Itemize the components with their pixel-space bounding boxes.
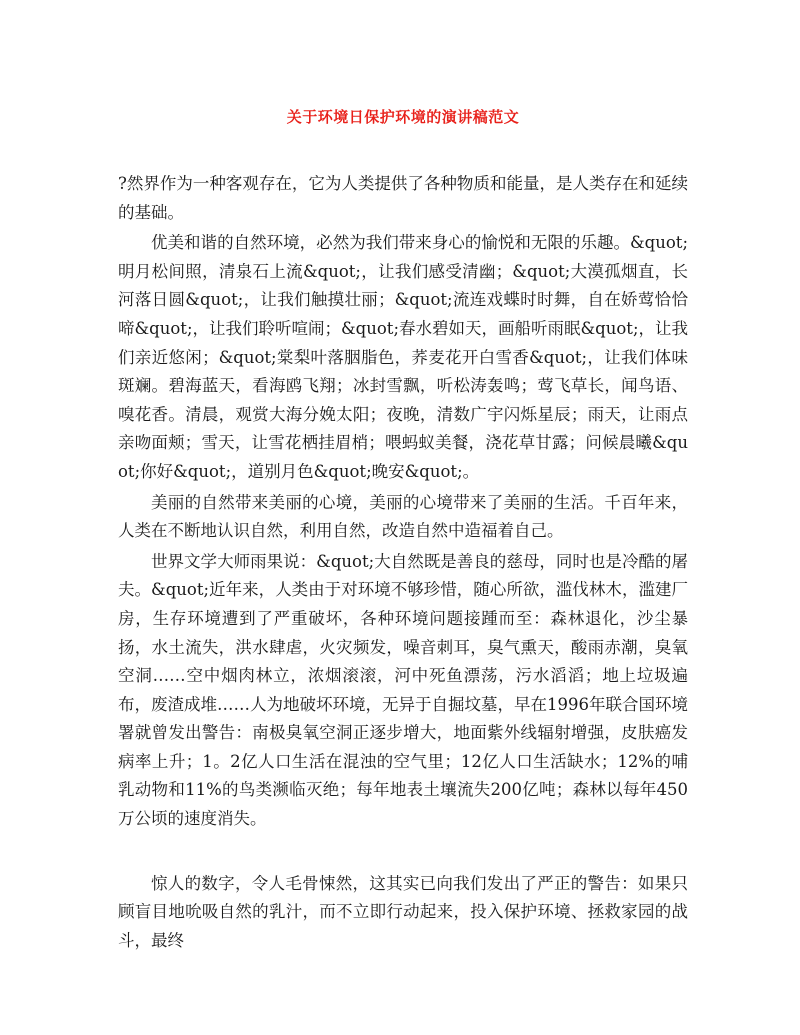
paragraph-nature-beauty: 优美和谐的自然环境，必然为我们带来身心的愉悦和无限的乐趣。&quot;明月松间照，清泉石上流&quot;，让我们感受清幽；&quot;大漠孤烟直，长河落日圆&quot;，让我们触摸壮丽；&quot;流连戏蝶时时舞，自在娇莺恰恰啼&quot;，让我们聆听喧闹；&quot;春水碧如天，画船听雨眠&quot;，让我们亲近悠闲；&quot;棠梨叶落胭脂色，荞麦花开白雪香&quot;，让我们体味斑斓。碧海蓝天，看海鸥飞翔；冰封雪飘，听松涛轰鸣；莺飞草长，闻鸟语、嗅花香。清晨，观赏大海分娩太阳；夜晚，清数广宇闪烁星辰；雨天，让雨点亲吻面颊；雪天，让雪花栖挂眉梢；喂蚂蚁美餐，浇花草甘露；问候晨曦&quot;你好&quot;，道别月色&quot;晚安&quot;。 xyxy=(118,233,688,481)
paragraph-warning: 惊人的数字，令人毛骨悚然，这其实已向我们发出了严正的警告：如果只顾盲目地吮吸自然的乳汁，而不立即行动起来，投入保护环境、拯救家园的战斗，最终 xyxy=(118,873,688,950)
paragraph-intro: ?然界作为一种客观存在，它为人类提供了各种物质和能量，是人类存在和延续的基础。 xyxy=(118,174,688,222)
document-title: 关于环境日保护环境的演讲稿范文 xyxy=(286,108,520,126)
paragraph-beautiful-mood: 美丽的自然带来美丽的心境，美丽的心境带来了美丽的生活。千百年来，人类在不断地认识自然，利用自然，改造自然中造福着自己。 xyxy=(118,492,688,541)
paragraph-hugo-quote: 世界文学大师雨果说：&quot;大自然既是善良的慈母，同时也是冷酷的屠夫。&quot;近年来，人类由于对环境不够珍惜，随心所欲，滥伐林木，滥建厂房，生存环境遭到了严重破坏，各种环境问题接踵而至：森林退化，沙尘暴扬，水土流失，洪水肆虐，火灾频发，噪音刺耳，臭气熏天，酸雨赤潮，臭氧空洞……空中烟肉林立，浓烟滚滚，河中死鱼漂荡，污水滔滔；地上垃圾遍布，废渣成堆……人为地破坏环境，无异于自掘坟墓，早在1996年联合国环境署就曾发出警告：南极臭氧空洞正逐步增大，地面紫外线辐射增强，皮肤癌发病率上升；1。2亿人口生活在混浊的空气里；12亿人口生活缺水；12%的哺乳动物和11%的鸟类濒临灭绝；每年地表土壤流失200亿吨；森林以每年450万公顷的速度消失。 xyxy=(118,551,688,829)
document-body xyxy=(118,170,688,955)
